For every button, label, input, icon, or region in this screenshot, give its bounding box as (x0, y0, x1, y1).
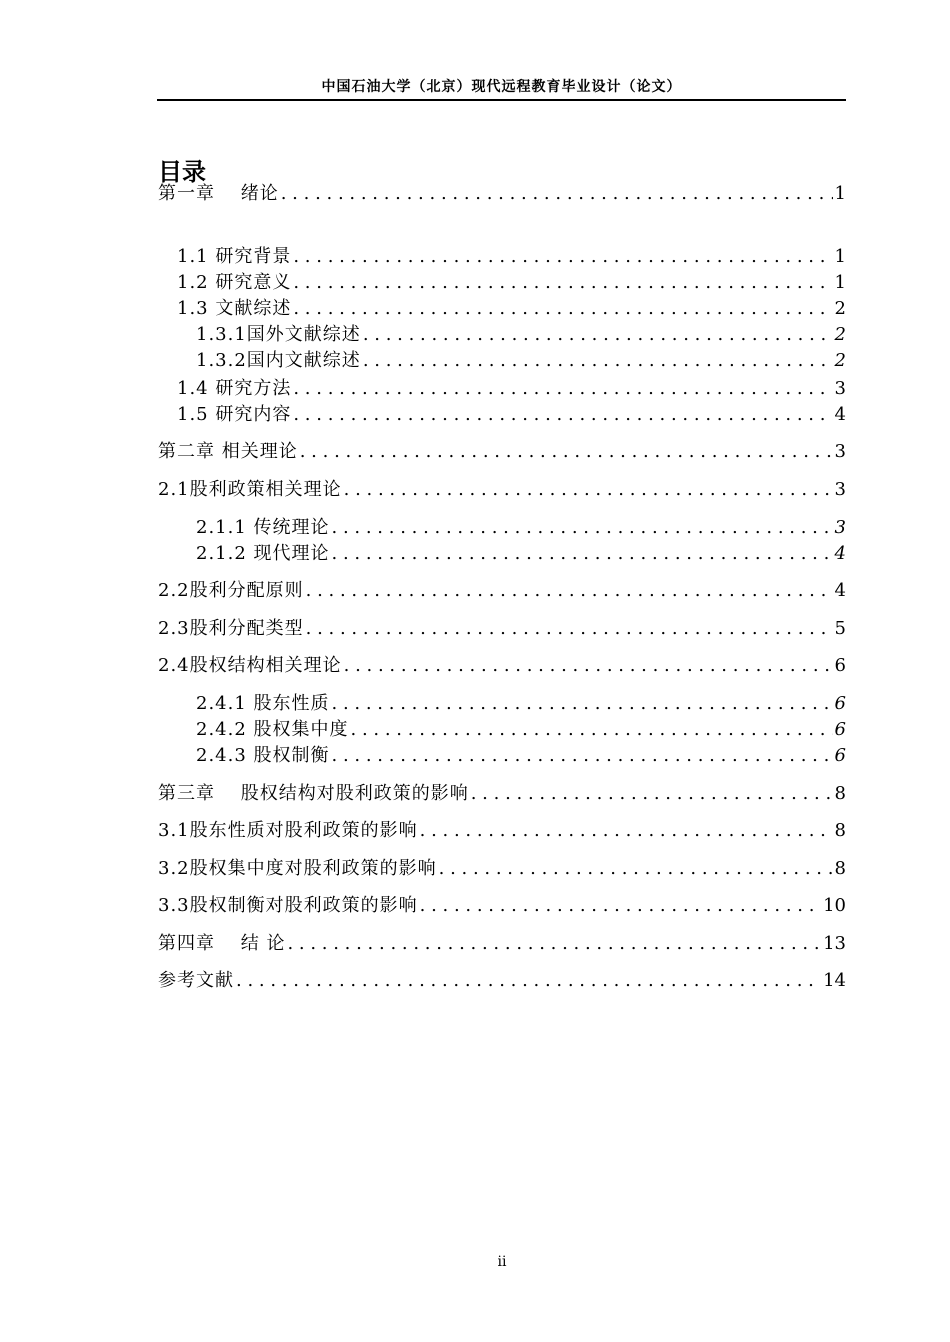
toc-entry-label: 3.3股权制衡对股利政策的影响 (158, 895, 418, 916)
toc-entry-label: 第二章 相关理论 (158, 441, 298, 462)
toc-title: 目录 (158, 158, 206, 186)
toc-entry-page: 6 (834, 745, 846, 766)
toc-entry-label: 1.3 文献综述 (177, 298, 292, 319)
toc-entry-2-4-3[interactable] (196, 743, 846, 769)
toc-leader-dots (363, 348, 833, 374)
toc-entry-page: 3 (834, 479, 846, 500)
toc-leader-dots (332, 691, 833, 717)
toc-entry-1-3[interactable] (177, 296, 846, 322)
toc-leader-dots (420, 818, 833, 844)
toc-leader-dots (332, 541, 833, 567)
toc-entry-label: 2.1.1 传统理论 (196, 517, 330, 538)
toc-entry-2-1-1[interactable] (196, 515, 846, 541)
toc-entry-1-4[interactable] (177, 376, 846, 402)
toc-entry-label: 2.4.3 股权制衡 (196, 745, 330, 766)
toc-entry-page: 5 (834, 618, 846, 639)
toc-entry-references[interactable] (158, 968, 846, 994)
toc-entry-page: 1 (834, 183, 846, 204)
toc-entry-label: 1.3.2国内文献综述 (196, 350, 361, 371)
toc-leader-dots (351, 717, 833, 743)
toc-entry-label: 第四章 结 论 (158, 933, 286, 954)
toc-leader-dots (293, 244, 832, 270)
toc-entry-2-4-2[interactable] (196, 717, 846, 743)
toc-leader-dots (236, 968, 821, 994)
toc-entry-page: 8 (834, 820, 846, 841)
toc-entry-chapter-3[interactable] (158, 781, 846, 807)
toc-entry-page: 2 (834, 350, 846, 371)
toc-entry-page: 8 (834, 858, 846, 879)
toc-entry-page: 2 (834, 298, 846, 319)
toc-leader-dots (300, 439, 833, 465)
toc-entry-1-3-2[interactable] (196, 348, 846, 374)
toc-entry-2-1-2[interactable] (196, 541, 846, 567)
toc-entry-chapter-1[interactable] (158, 181, 846, 207)
toc-leader-dots (363, 322, 833, 348)
toc-leader-dots (306, 578, 833, 604)
toc-leader-dots (344, 477, 833, 503)
page-number: ii (497, 1254, 507, 1270)
toc-leader-dots (281, 181, 833, 207)
toc-entry-page: 4 (834, 404, 846, 425)
toc-entry-label: 3.1股东性质对股利政策的影响 (158, 820, 418, 841)
toc-leader-dots (420, 893, 821, 919)
toc-entry-label: 1.5 研究内容 (177, 404, 292, 425)
toc-entry-1-2[interactable] (177, 270, 846, 296)
toc-leader-dots (293, 270, 832, 296)
toc-entry-1-5[interactable] (177, 402, 846, 428)
toc-entry-label: 1.4 研究方法 (177, 378, 292, 399)
toc-leader-dots (332, 743, 833, 769)
toc-entry-3-2[interactable] (158, 856, 846, 882)
toc-entry-page: 13 (823, 933, 846, 954)
toc-leader-dots (287, 931, 821, 957)
toc-entry-label: 1.1 研究背景 (177, 246, 292, 267)
toc-leader-dots (293, 402, 832, 428)
toc-entry-page: 1 (834, 272, 846, 293)
toc-entry-2-4-1[interactable] (196, 691, 846, 717)
toc-entry-label: 2.4.1 股东性质 (196, 693, 330, 714)
toc-entry-label: 第一章 绪论 (158, 183, 279, 204)
toc-entry-2-4[interactable] (158, 653, 846, 679)
toc-entry-page: 3 (834, 441, 846, 462)
running-header: 中国石油大学（北京）现代远程教育毕业设计（论文） (321, 79, 682, 95)
toc-entry-page: 3 (834, 517, 846, 538)
toc-entry-page: 4 (834, 543, 846, 564)
toc-entry-page: 8 (834, 783, 846, 804)
header-rule (157, 99, 846, 101)
toc-entry-1-1[interactable] (177, 244, 846, 270)
toc-leader-dots (293, 296, 832, 322)
toc-leader-dots (471, 781, 833, 807)
toc-entry-page: 3 (834, 378, 846, 399)
toc-entry-page: 6 (834, 719, 846, 740)
toc-leader-dots (332, 515, 833, 541)
toc-entry-2-1[interactable] (158, 477, 846, 503)
toc-entry-3-1[interactable] (158, 818, 846, 844)
toc-entry-3-3[interactable] (158, 893, 846, 919)
toc-entry-label: 1.3.1国外文献综述 (196, 324, 361, 345)
toc-entry-label: 1.2 研究意义 (177, 272, 292, 293)
toc-leader-dots (344, 653, 833, 679)
toc-entry-label: 2.3股利分配类型 (158, 618, 304, 639)
toc-entry-page: 10 (823, 895, 846, 916)
toc-entry-chapter-4[interactable] (158, 931, 846, 957)
toc-entry-chapter-2[interactable] (158, 439, 846, 465)
toc-entry-page: 14 (823, 970, 846, 991)
toc-entry-label: 2.2股利分配原则 (158, 580, 304, 601)
toc-entry-page: 2 (834, 324, 846, 345)
toc-leader-dots (306, 616, 833, 642)
toc-entry-page: 6 (834, 655, 846, 676)
toc-leader-dots (439, 856, 833, 882)
toc-entry-2-3[interactable] (158, 616, 846, 642)
toc-entry-label: 第三章 股权结构对股利政策的影响 (158, 783, 469, 804)
toc-entry-page: 6 (834, 693, 846, 714)
toc-entry-2-2[interactable] (158, 578, 846, 604)
toc-entry-label: 2.4股权结构相关理论 (158, 655, 342, 676)
toc-entry-label: 参考文献 (158, 970, 234, 991)
toc-entry-label: 3.2股权集中度对股利政策的影响 (158, 858, 437, 879)
toc-entry-1-3-1[interactable] (196, 322, 846, 348)
toc-entry-label: 2.1.2 现代理论 (196, 543, 330, 564)
toc-leader-dots (293, 376, 832, 402)
toc-entry-page: 4 (834, 580, 846, 601)
toc-entry-page: 1 (834, 246, 846, 267)
toc-entry-label: 2.1股利政策相关理论 (158, 479, 342, 500)
toc-entry-label: 2.4.2 股权集中度 (196, 719, 349, 740)
